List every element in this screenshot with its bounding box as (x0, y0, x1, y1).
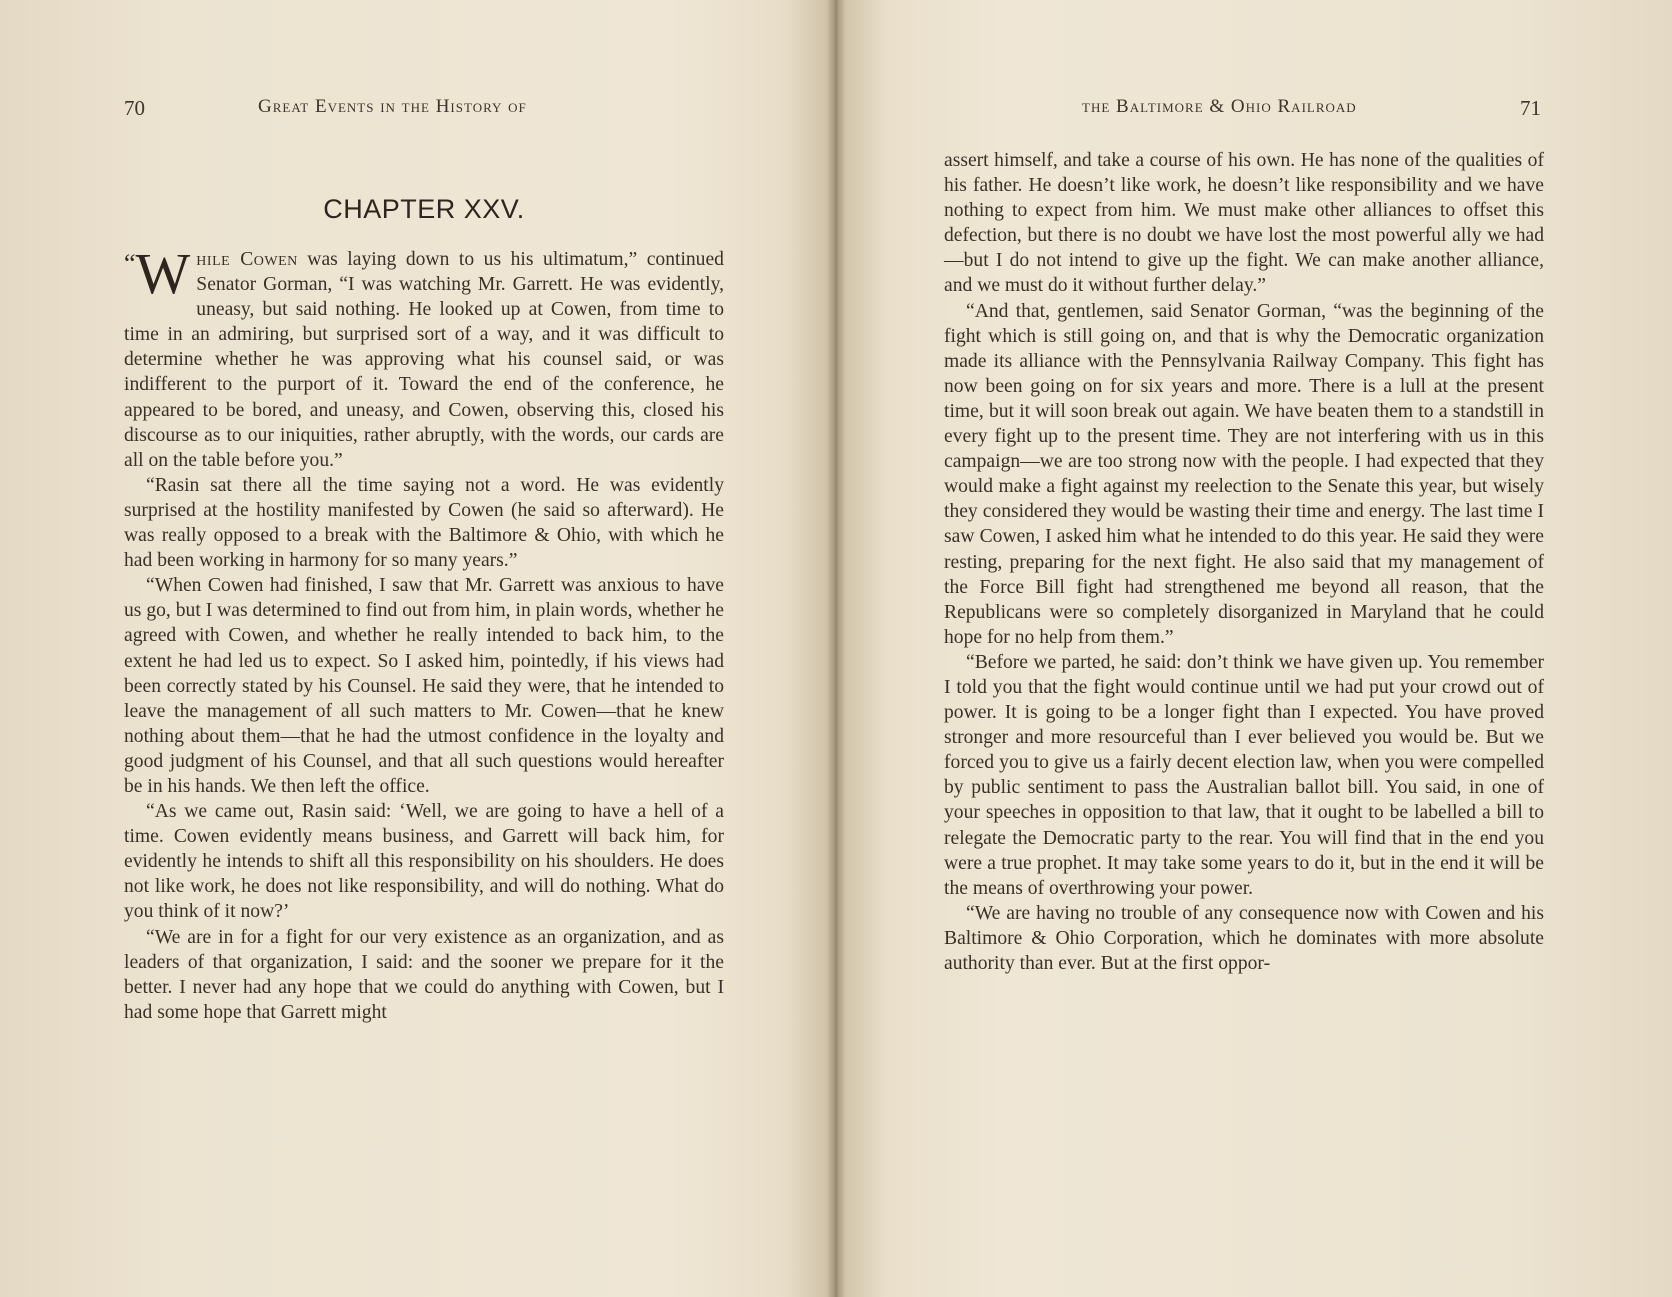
body-text (944, 148, 1544, 976)
paragraph: “As we came out, Rasin said: ‘Well, we are going to have a hell of a time. Cowen evidently means business, and Garrett will back him, for evidently he intends to shift all this responsibility on his shoulders. He does not like work, he does not like responsibility, and will do nothing. What do you think of it now?’ (124, 801, 724, 923)
paragraph-text: was laying down to us his ultimatum,” continued Senator Gorman, “I was watching Mr. Garrett. He was evidently, uneasy, but said nothing. He looked up at Cowen, from time to time in an admiring, but surprised sort of a way, and it was difficult to determine whether he was approving what his counsel said, or was indifferent to the purport of it. Toward the end of the conference, he appeared to be bored, and uneasy, and Cowen, observing this, closed his discourse as to our iniquities, rather abruptly, with the words, our cards are all on the table before you.” (124, 249, 724, 471)
paragraph: “And that, gentlemen, said Senator Gorman, “was the beginning of the fight which is still going on, and that is why the Democratic organization made its alliance with the Pennsylvania Railway Company. This fight has now been going on for six years and more. There is a lull at the present time, but it will soon break out again. We have beaten them to a standstill in every fight up to the present time. They are not interfering with us in this campaign—we are too strong now with the people. I had expected that they would make a fight against my reelection to the Senate this year, but wisely they considered they would be wasting their time and energy. The last time I saw Cowen, I asked him what he intended to do this year. He said they were resting, preparing for the next fight. He also said that my management of the Force Bill fight had strengthened me beyond all reason, that the Republicans were so completely disorganized in Maryland that he could hope for no help from them.” (944, 300, 1544, 648)
running-head: Great Events in the History of (258, 96, 527, 117)
paragraph: “Rasin sat there all the time saying not a word. He was evidently surprised at the hostility manifested by Cowen (he said so afterward). He was really opposed to a break with the Baltimore & Ohio, with which he had been working in harmony for so many years.” (124, 474, 724, 572)
page-number: 70 (124, 96, 145, 120)
drop-cap (124, 241, 191, 306)
chapter-title: CHAPTER XXV. (323, 194, 525, 224)
paragraph: “We are in for a fight for our very existence as an organization, and as leaders of that organization, I said: and the sooner we prepare for it the better. I never had any hope that we could do anything with Cowen, but I had some hope that Garrett might (124, 926, 724, 1023)
running-head: the Baltimore & Ohio Railroad (1082, 96, 1357, 117)
drop-cap-letter: W (135, 241, 191, 306)
paragraph: “When Cowen had finished, I saw that Mr. Garrett was anxious to have us go, but I was determined to find out from him, in plain words, whether he agreed with Cowen, and whether he really intended to back him, to the extent he had led us to expect. So I asked him, pointedly, if his views had been correctly stated by his Counsel. He said they were, that he intended to leave the management of all such matters to Mr. Cowen—that he knew nothing about them—that he had the utmost confidence in the loyalty and good judgment of his Counsel, and that all such questions would hereafter be in his hands. We then left the office. (124, 575, 724, 797)
page-number: 71 (1520, 96, 1541, 120)
paragraph (124, 241, 724, 473)
drop-cap-quote: “ (124, 249, 136, 278)
right-page (836, 0, 1672, 1297)
paragraph: “Before we parted, he said: don’t think we have given up. You remember I told you that the fight would continue until we had put your crowd out of power. It is going to be a longer fight than I expected. You have proved stronger and more resourceful than I ever believed you would be. But we forced you to give us a fairly decent election law, when you were compelled by public sentiment to pass the Australian ballot bill. You said, in one of your speeches in opposition to that law, that it ought to be labelled a bill to relegate the Democratic party to the rear. You will find that in the end you were a true prophet. It may take some years to do it, but in the end it will be the means of overthrowing your power. (944, 651, 1544, 899)
paragraph: “We are having no trouble of any consequence now with Cowen and his Baltimore & Ohio Corporation, which he dominates with more absolute authority than ever. But at the first oppor- (944, 902, 1544, 974)
body-text (124, 241, 724, 1025)
paragraph: assert himself, and take a course of his own. He has none of the qualities of his father. He doesn’t like work, he doesn’t like responsibility and we have nothing to expect from him. We must make other alliances to offset this defection, but there is no doubt we have lost the most powerful ally we had—but I do not intend to give up the fight. We can make another alliance, and we must do it without further delay.” (944, 150, 1544, 297)
small-caps-lead: hile Cowen (196, 249, 298, 270)
